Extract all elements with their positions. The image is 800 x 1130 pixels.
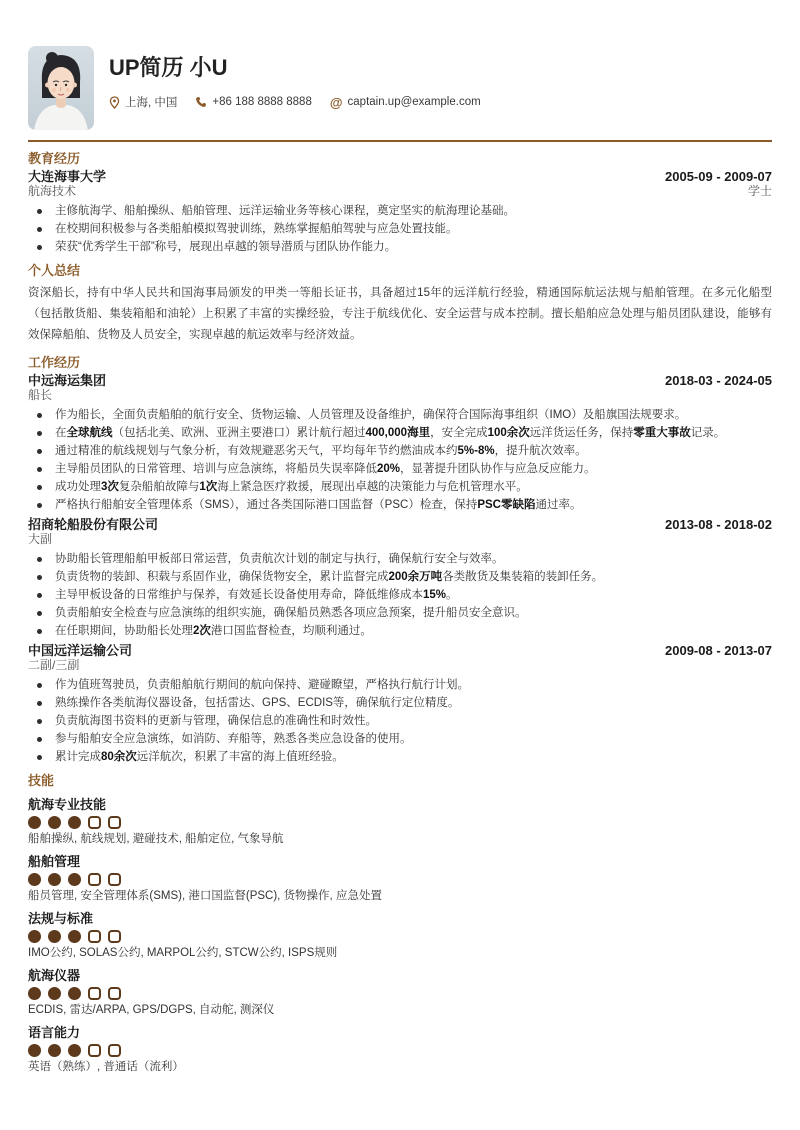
summary-text: 资深船长，持有中华人民共和国海事局颁发的甲类一等船长证书，具备超过15年的远洋航行经验，精通国际航运法规与船舶管理。在多元化船型（包括散货船、集装箱船和油轮）上积累了丰富的实操经验，专注于航线优化、安全运营与成本控制。擅长船舶应急处理与船员团队建设，能够有效保障船舶、货物及人员安全，实现卓越的航运效率与经济效益。 [28, 287, 772, 341]
bullet-item [28, 570, 772, 584]
job-entry [28, 518, 772, 638]
bold-text: 5%-8% [457, 445, 495, 457]
skill-level-dot-filled [28, 987, 41, 1000]
skill-name: 语言能力 [28, 1025, 81, 1040]
bold-text: 1次 [199, 481, 218, 493]
plain-text: 协助船长管理船舶甲板部日常运营，负责航次计划的制定与执行，确保航行安全与效率。 [55, 553, 504, 565]
education-degree: 学士 [747, 184, 772, 198]
bold-text: 400,000海里 [365, 427, 431, 439]
skill-level-dot-empty [88, 816, 101, 829]
bullet-item [28, 678, 772, 692]
job-date: 2009-08 - 2013-07 [665, 643, 772, 658]
skill-level-dot-empty [88, 987, 101, 1000]
education-entry-sub [28, 185, 772, 198]
school-name: 大连海事大学 [28, 169, 107, 184]
plain-text: 在 [55, 427, 67, 439]
plain-text: 累计完成 [55, 751, 101, 763]
job-position: 船长 [28, 388, 53, 402]
phone-icon [195, 96, 207, 108]
plain-text: 远洋货运任务，保持 [529, 427, 634, 439]
resume-header [28, 46, 772, 130]
plain-text: 负责货物的装卸、积载与系固作业，确保货物安全，累计监督完成 [55, 571, 389, 583]
plain-text: （包括北美、欧洲、亚洲主要港口）累计航行超过 [112, 427, 366, 439]
skill-name: 法规与标准 [28, 911, 94, 926]
job-bullets [28, 408, 772, 512]
job-entry [28, 644, 772, 764]
skill-list [28, 797, 772, 1074]
skill-level-dot-filled [48, 1044, 61, 1057]
bold-text: PSC零缺陷 [477, 499, 536, 511]
at-icon: @ [329, 94, 343, 110]
skill-level-dot-filled [68, 873, 81, 886]
plain-text: 通过率。 [535, 499, 582, 511]
education-major: 航海技术 [28, 184, 77, 198]
bullet-item [28, 240, 772, 254]
plain-text: 熟练操作各类航海仪器设备，包括雷达、GPS、ECDIS等，确保航行定位精度。 [55, 697, 460, 709]
plain-text: ，安全完成 [430, 427, 488, 439]
plain-text: 作为值班驾驶员，负责船舶航行期间的航向保持、避碰瞭望，严格执行航行计划。 [55, 679, 469, 691]
section-education [28, 151, 772, 254]
contact-phone-text: +86 188 8888 8888 [212, 96, 312, 108]
company-name: 中国远洋运输公司 [28, 643, 133, 658]
company-name: 招商轮船股份有限公司 [28, 517, 159, 532]
job-entry-header [28, 374, 772, 388]
job-position: 二副/三副 [28, 658, 80, 672]
plain-text: 荣获“优秀学生干部”称号，展现出卓越的领导潜质与团队协作能力。 [55, 241, 397, 253]
skill-level-dot-empty [88, 930, 101, 943]
header-text-block [109, 46, 481, 130]
job-date: 2018-03 - 2024-05 [665, 373, 772, 388]
skill-level [28, 987, 772, 1000]
section-experience [28, 355, 772, 764]
bold-text: 零重大事故 [633, 427, 691, 439]
plain-text: 记录。 [690, 427, 726, 439]
skill-level-dot-filled [48, 930, 61, 943]
plain-text: ，提升航次效率。 [494, 445, 587, 457]
profile-photo-illustration [28, 46, 94, 130]
plain-text: 作为船长，全面负责船舶的航行安全、货物运输、人员管理及设备维护，确保符合国际海事组织（IMO）及船旗国法规要求。 [55, 409, 687, 421]
contact-email-text: captain.up@example.com [347, 96, 481, 108]
bullet-item [28, 552, 772, 566]
skill-level [28, 873, 772, 886]
plain-text: 主修航海学、船舶操纵、船舶管理、远洋运输业务等核心课程，奠定坚实的航海理论基础。 [55, 205, 515, 217]
skill-level-dot-empty [108, 816, 121, 829]
profile-photo [28, 46, 94, 130]
bullet-item [28, 588, 772, 602]
bold-text: 100余次 [487, 427, 530, 439]
plain-text: 。 [446, 589, 458, 601]
section-title-education: 教育经历 [28, 151, 81, 166]
plain-text: 海上紧急医疗救援，展现出卓越的决策能力与危机管理水平。 [217, 481, 528, 493]
bold-text: 2次 [193, 625, 211, 637]
education-date: 2005-09 - 2009-07 [665, 169, 772, 184]
bullet-item [28, 750, 772, 764]
plain-text: 参与船舶安全应急演练，如消防、弃船等，熟悉各类应急设备的使用。 [55, 733, 412, 745]
location-pin-icon [109, 96, 120, 109]
skill-level [28, 1044, 772, 1057]
skill-level [28, 816, 772, 829]
job-entry-sub [28, 659, 772, 672]
plain-text: 严格执行船舶安全管理体系（SMS），通过各类国际港口国监督（PSC）检查，保持 [55, 499, 478, 511]
bullet-item [28, 408, 772, 422]
contact-location-text: 上海, 中国 [125, 97, 178, 109]
skill-level-dot-filled [48, 816, 61, 829]
skill-level-dot-filled [28, 816, 41, 829]
header-divider [28, 140, 772, 142]
skill-level-dot-filled [28, 873, 41, 886]
plain-text: 在任职期间，协助船长处理 [55, 625, 193, 637]
plain-text: 复杂船舶故障与 [118, 481, 200, 493]
bullet-item [28, 444, 772, 458]
bullet-item [28, 624, 772, 638]
skill-level-dot-filled [28, 1044, 41, 1057]
bullet-item [28, 204, 772, 218]
skill-level-dot-filled [68, 987, 81, 1000]
plain-text: ，显著提升团队协作与应急反应能力。 [400, 463, 596, 475]
skill-level-dot-filled [48, 873, 61, 886]
job-entry-sub [28, 533, 772, 546]
plain-text: 远洋航次，积累了丰富的海上值班经验。 [136, 751, 344, 763]
section-skills [28, 773, 772, 1074]
skill-level-dot-filled [68, 930, 81, 943]
education-bullets [28, 204, 772, 254]
skill-name: 航海专业技能 [28, 797, 107, 812]
skill-level-dot-empty [88, 873, 101, 886]
skill-name: 船舶管理 [28, 854, 81, 869]
job-entry-header [28, 644, 772, 658]
skill-level-dot-filled [68, 816, 81, 829]
contact-phone [195, 96, 311, 108]
skill-level [28, 930, 772, 943]
contact-row [109, 94, 481, 110]
bullet-item [28, 696, 772, 710]
bullet-item [28, 426, 772, 440]
skill-entry [28, 911, 772, 960]
job-bullets [28, 678, 772, 764]
skill-description: IMO公约, SOLAS公约, MARPOL公约, STCW公约, ISPS规则 [28, 947, 338, 959]
section-title-summary: 个人总结 [28, 263, 81, 278]
skill-level-dot-empty [108, 987, 121, 1000]
skill-description: ECDIS, 雷达/ARPA, GPS/DGPS, 自动舵, 测深仪 [28, 1004, 275, 1016]
plain-text: 成功处理 [55, 481, 101, 493]
skill-level-dot-empty [108, 930, 121, 943]
bold-text: 3次 [101, 481, 119, 493]
skill-entry [28, 854, 772, 903]
job-date: 2013-08 - 2018-02 [665, 517, 772, 532]
bold-text: 15% [423, 589, 447, 601]
bullet-item [28, 732, 772, 746]
contact-location [109, 94, 177, 110]
job-list [28, 374, 772, 764]
skill-entry [28, 968, 772, 1017]
company-name: 中远海运集团 [28, 373, 107, 388]
contact-email [330, 95, 481, 110]
skill-level-dot-empty [108, 1044, 121, 1057]
person-name: UP简历 小U [109, 55, 228, 80]
skill-level-dot-empty [88, 1044, 101, 1057]
bullet-item [28, 462, 772, 476]
plain-text: 各类散货及集装箱的装卸任务。 [442, 571, 604, 583]
plain-text: 港口国监督检查，均顺利通过。 [210, 625, 372, 637]
plain-text: 负责航海图书资料的更新与管理，确保信息的准确性和时效性。 [55, 715, 377, 727]
plain-text: 主导甲板设备的日常维护与保养，有效延长设备使用寿命，降低维修成本 [55, 589, 423, 601]
job-bullets [28, 552, 772, 638]
plain-text: 通过精准的航线规划与气象分析，有效规避恶劣天气，平均每年节约燃油成本约 [55, 445, 458, 457]
bold-text: 全球航线 [66, 427, 113, 439]
job-position: 大副 [28, 532, 53, 546]
skill-entry [28, 797, 772, 846]
job-entry [28, 374, 772, 512]
bold-text: 200余万吨 [388, 571, 443, 583]
bullet-item [28, 606, 772, 620]
section-title-skills: 技能 [28, 773, 55, 788]
bullet-item [28, 480, 772, 494]
job-entry-sub [28, 389, 772, 402]
skill-level-dot-filled [68, 1044, 81, 1057]
skill-level-dot-empty [108, 873, 121, 886]
skill-name: 航海仪器 [28, 968, 81, 983]
skill-description: 英语（熟练）, 普通话（流利） [28, 1061, 184, 1073]
plain-text: 主导船员团队的日常管理、培训与应急演练，将船员失误率降低 [55, 463, 377, 475]
skill-description: 船舶操纵, 航线规划, 避碰技术, 船舶定位, 气象导航 [28, 833, 284, 845]
plain-text: 在校期间积极参与各类船舶模拟驾驶训练，熟练掌握船舶驾驶与应急处置技能。 [55, 223, 458, 235]
bullet-item [28, 222, 772, 236]
job-entry-header [28, 518, 772, 532]
education-entry-header [28, 170, 772, 184]
bold-text: 20% [377, 463, 401, 475]
skill-description: 船员管理, 安全管理体系(SMS), 港口国监督(PSC), 货物操作, 应急处置 [28, 890, 382, 902]
bullet-item [28, 714, 772, 728]
section-summary [28, 263, 772, 346]
skill-level-dot-filled [28, 930, 41, 943]
plain-text: 负责船舶安全检查与应急演练的组织实施，确保船员熟悉各项应急预案，提升船员安全意识。 [55, 607, 527, 619]
skill-entry [28, 1025, 772, 1074]
section-title-experience: 工作经历 [28, 355, 81, 370]
bullet-item [28, 498, 772, 512]
skill-level-dot-filled [48, 987, 61, 1000]
bold-text: 80余次 [101, 751, 137, 763]
